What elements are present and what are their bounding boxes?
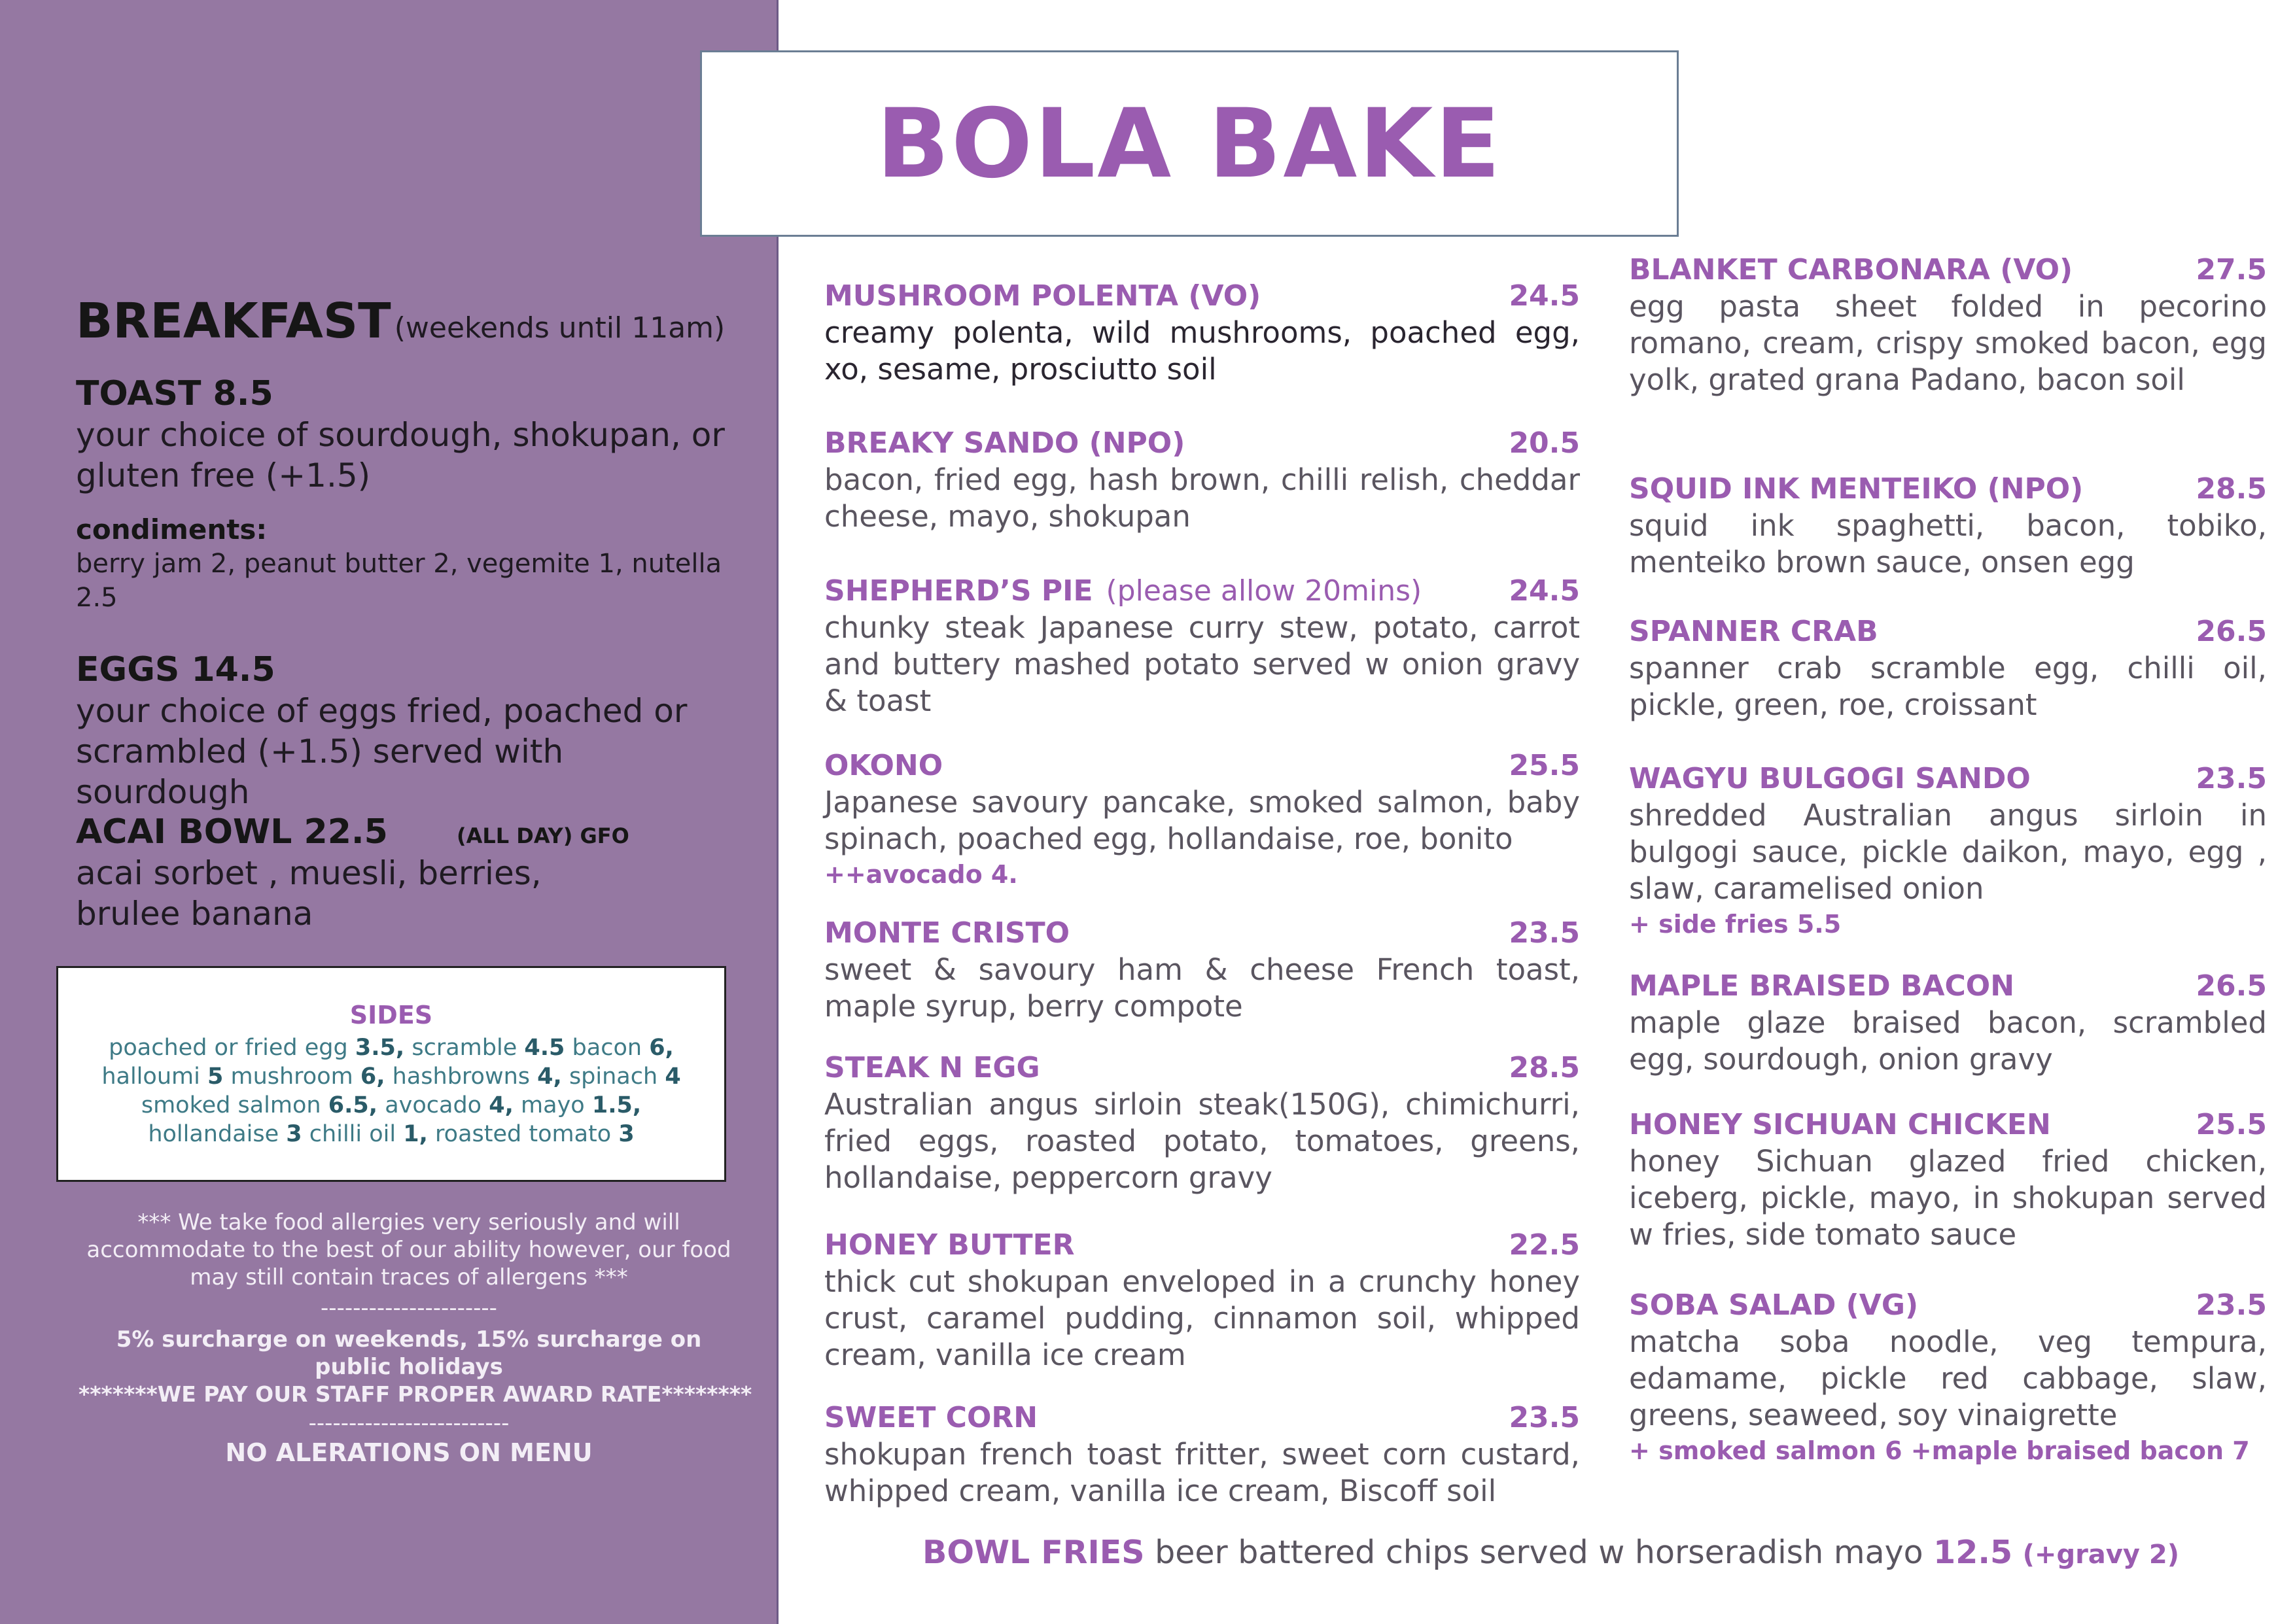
menu-item-desc: chunky steak Japanese curry stew, potato, carrot and buttery mashed potato served w onion gravy & toast: [824, 610, 1580, 718]
menu-item-name: WAGYU BULGOGI SANDO: [1629, 762, 2031, 795]
bowl-fries-price: 12.5: [1933, 1534, 2013, 1571]
menu-item-name: SHEPHERD’S PIE: [824, 574, 1093, 608]
surcharge-note: 5% surcharge on weekends, 15% surcharge on public holidays: [116, 1326, 702, 1380]
side-name: roasted tomato: [435, 1121, 612, 1147]
menu-item-name: OKONO: [824, 749, 943, 782]
menu-item-extra: + side fries 5.5: [1629, 910, 1842, 939]
menu-item-name: BLANKET CARBONARA (VO): [1629, 253, 2073, 286]
menu-item-header: [824, 425, 1580, 462]
menu-item-desc: shredded Australian angus sirloin in bulgogi sauce, pickle daikon, mayo, egg , slaw, caramelised onion: [1629, 798, 2267, 906]
side-price: 4.5: [524, 1035, 565, 1061]
menu-item-price: 26.5: [2196, 615, 2267, 648]
menu-item-name: SPANNER CRAB: [1629, 615, 1878, 648]
side-price: 6.5,: [328, 1092, 378, 1118]
menu-item-price: 25.5: [2196, 1108, 2267, 1141]
menu-item-price: 24.5: [1509, 279, 1580, 313]
condiments-text: berry jam 2, peanut butter 2, vegemite 1, nutella 2.5: [76, 549, 722, 613]
menu-item-price: 28.5: [2196, 472, 2267, 506]
menu-item-header: [1629, 252, 2267, 288]
acai-item: [76, 811, 730, 934]
menu-item: [1629, 1287, 2267, 1468]
menu-item-desc: honey Sichuan glazed fried chicken, iceberg, pickle, mayo, in shokupan served w fries, side tomato sauce: [1629, 1144, 2267, 1252]
bowl-fries-line: [922, 1534, 2179, 1571]
side-name: mayo: [521, 1092, 585, 1118]
menu-item-price: 20.5: [1509, 426, 1580, 460]
menu-item-name: MONTE CRISTO: [824, 916, 1070, 950]
menu-item: [1629, 968, 2267, 1078]
side-name: hashbrowns: [392, 1063, 530, 1090]
menu-item: [1629, 252, 2267, 398]
menu-item-desc: sweet & savoury ham & cheese French toast, maple syrup, berry compote: [824, 952, 1580, 1024]
menu-item: [824, 1050, 1580, 1196]
menu-item-desc: maple glaze braised bacon, scrambled egg, sourdough, onion gravy: [1629, 1005, 2267, 1077]
menu-item: [1629, 471, 2267, 581]
side-price: 6,: [360, 1063, 385, 1090]
toast-item: [76, 373, 730, 496]
acai-desc-2: brulee banana: [76, 895, 313, 933]
side-name: scramble: [412, 1035, 517, 1061]
menu-item-price: 27.5: [2196, 253, 2267, 286]
menu-item-header: [824, 573, 1580, 610]
menu-item-header: [824, 1227, 1580, 1264]
menu-item-desc: spanner crab scramble egg, chilli oil, pickle, green, roe, croissant: [1629, 651, 2267, 722]
menu-item-header: [1629, 968, 2267, 1005]
side-price: 1,: [403, 1121, 428, 1147]
menu-item-header: [824, 278, 1580, 315]
side-price: 4: [665, 1063, 681, 1090]
bowl-fries-desc: beer battered chips served w horseradish mayo: [1155, 1534, 1923, 1571]
menu-item-desc: matcha soba noodle, veg tempura, edamame, pickle red cabbage, slaw, greens, seaweed, soy vinaigrette: [1629, 1324, 2267, 1432]
side-price: 4,: [489, 1092, 514, 1118]
divider-1: ----------------------: [321, 1295, 497, 1321]
menu-item-name: MUSHROOM POLENTA (VO): [824, 279, 1261, 313]
no-alterations-note: NO ALERATIONS ON MENU: [225, 1438, 593, 1467]
toast-desc: your choice of sourdough, shokupan, or gluten free (+1.5): [76, 416, 725, 494]
menu-item-header: [1629, 1107, 2267, 1143]
menu-item-extra: + smoked salmon 6 +maple braised bacon 7: [1629, 1436, 2250, 1465]
menu-item: [824, 1400, 1580, 1510]
menu-item-name: SWEET CORN: [824, 1401, 1038, 1434]
menu-item: [1629, 1107, 2267, 1253]
menu-item-price: 23.5: [2196, 762, 2267, 795]
menu-item-desc: squid ink spaghetti, bacon, tobiko, menteiko brown sauce, onsen egg: [1629, 508, 2267, 579]
acai-name: ACAI BOWL 22.5: [76, 812, 388, 852]
divider-2: -------------------------: [308, 1410, 510, 1436]
eggs-item: [76, 649, 730, 812]
menu-item-name: BREAKY SANDO (NPO): [824, 426, 1185, 460]
menu-item-desc: Australian angus sirloin steak(150G), chimichurri, fried eggs, roasted potato, tomatoes, greens, hollandaise, peppercorn gravy: [824, 1087, 1580, 1195]
menu-item-price: 23.5: [1509, 1401, 1580, 1434]
menu-item-header: [824, 748, 1580, 784]
breakfast-note: (weekends until 11am): [394, 311, 726, 345]
menu-item: [1629, 761, 2267, 941]
menu-item-desc: creamy polenta, wild mushrooms, poached egg, xo, sesame, prosciutto soil: [824, 315, 1580, 387]
menu-item-header: [824, 915, 1580, 952]
sides-box: [56, 966, 726, 1182]
side-name: hollandaise: [148, 1121, 279, 1147]
menu-item-extra: ++avocado 4.: [824, 860, 1018, 889]
page-title: BOLA BAKE: [876, 88, 1503, 199]
eggs-name: EGGS 14.5: [76, 650, 275, 689]
breakfast-heading-row: [76, 293, 725, 349]
side-price: 3: [286, 1121, 302, 1147]
menu-item-name: HONEY BUTTER: [824, 1228, 1075, 1262]
menu-item-name: SOBA SALAD (VG): [1629, 1288, 1919, 1322]
menu-item: [824, 425, 1580, 535]
menu-item-name: HONEY SICHUAN CHICKEN: [1629, 1108, 2051, 1141]
menu-item: [824, 1227, 1580, 1373]
condiments: [76, 513, 724, 615]
menu-item-header: [1629, 613, 2267, 650]
menu-item-header: [1629, 1287, 2267, 1324]
sides-title: SIDES: [349, 1001, 433, 1029]
bowl-fries-name: BOWL FRIES: [922, 1534, 1145, 1571]
menu-item: [824, 573, 1580, 719]
menu-item-name: STEAK N EGG: [824, 1051, 1040, 1084]
acai-tag: (ALL DAY) GFO: [456, 823, 629, 848]
bowl-fries-extra: (+gravy 2): [2022, 1540, 2179, 1570]
menu-item-price: 23.5: [2196, 1288, 2267, 1322]
side-price: 5: [207, 1063, 224, 1090]
menu-item-header: [1629, 761, 2267, 797]
allergy-note: *** We take food allergies very seriously and will accommodate to the best of our ability however, our food may still contain traces of allergens ***: [86, 1209, 731, 1290]
condiments-label: condiments:: [76, 513, 268, 545]
menu-item-price: 22.5: [1509, 1228, 1580, 1262]
menu-item-price: 25.5: [1509, 749, 1580, 782]
menu-item-note: (please allow 20mins): [1106, 574, 1422, 608]
title-box: [700, 50, 1679, 237]
menu-item-desc: shokupan french toast fritter, sweet corn custard, whipped cream, vanilla ice cream, Biscoff soil: [824, 1437, 1580, 1508]
breakfast-heading: BREAKFAST: [76, 293, 391, 349]
menu-item-price: 24.5: [1509, 574, 1580, 608]
side-name: chilli oil: [309, 1121, 396, 1147]
toast-name: TOAST 8.5: [76, 374, 273, 413]
menu-item-price: 26.5: [2196, 969, 2267, 1003]
menu-item-header: [1629, 471, 2267, 508]
menu-item: [824, 748, 1580, 891]
acai-desc-1: acai sorbet , muesli, berries,: [76, 854, 542, 892]
side-price: 4,: [537, 1063, 562, 1090]
menu-item-header: [824, 1050, 1580, 1086]
eggs-desc: your choice of eggs fried, poached or scrambled (+1.5) served with sourdough: [76, 692, 688, 811]
menu-item-price: 28.5: [1509, 1051, 1580, 1084]
menu-item-price: 23.5: [1509, 916, 1580, 950]
side-name: mushroom: [230, 1063, 353, 1090]
menu-item-header: [824, 1400, 1580, 1436]
side-name: smoked salmon: [141, 1092, 321, 1118]
side-name: poached or fried egg: [109, 1035, 348, 1061]
menu-item-desc: bacon, fried egg, hash brown, chilli relish, cheddar cheese, mayo, shokupan: [824, 462, 1580, 534]
award-note: *******WE PAY OUR STAFF PROPER AWARD RATE********: [79, 1381, 752, 1407]
side-name: spinach: [569, 1063, 658, 1090]
side-price: 6,: [649, 1035, 674, 1061]
menu-item: [1629, 613, 2267, 723]
menu-item-name: MAPLE BRAISED BACON: [1629, 969, 2015, 1003]
side-name: bacon: [572, 1035, 642, 1061]
side-name: avocado: [385, 1092, 482, 1118]
side-name: halloumi: [101, 1063, 200, 1090]
sides-list: [58, 1033, 724, 1149]
menu-item-desc: thick cut shokupan enveloped in a crunchy honey crust, caramel pudding, cinnamon soil, whipped cream, vanilla ice cream: [824, 1264, 1580, 1372]
side-price: 1.5,: [591, 1092, 642, 1118]
side-price: 3.5,: [355, 1035, 405, 1061]
menu-item-name: SQUID INK MENTEIKO (NPO): [1629, 472, 2084, 506]
menu-item-desc: egg pasta sheet folded in pecorino romano, cream, crispy smoked bacon, egg yolk, grated grana Padano, bacon soil: [1629, 289, 2267, 397]
menu-item: [824, 278, 1580, 388]
side-price: 3: [618, 1121, 635, 1147]
menu-item-desc: Japanese savoury pancake, smoked salmon, baby spinach, poached egg, hollandaise, roe, bonito: [824, 785, 1580, 856]
menu-item: [824, 915, 1580, 1025]
